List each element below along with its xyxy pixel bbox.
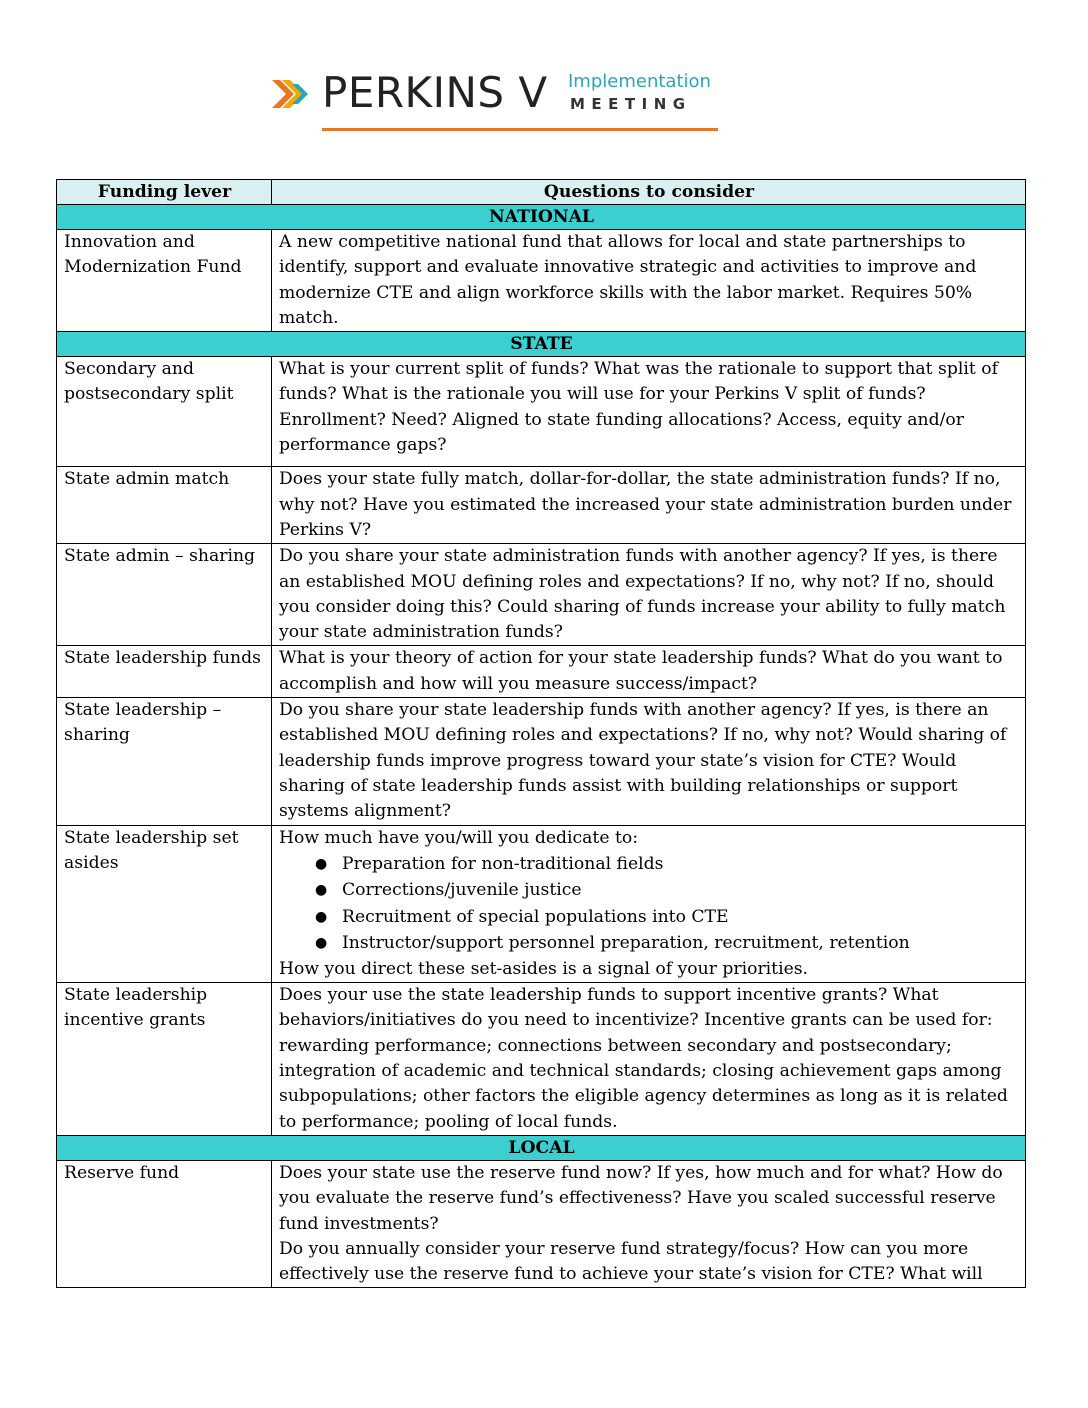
- table-row: [57, 1160, 1026, 1287]
- questions-cell: [272, 1160, 1026, 1287]
- lever-cell: State leadership funds: [57, 646, 272, 698]
- list-item: ● Preparation for non-traditional fields: [317, 851, 1019, 878]
- lever-cell: Innovation and Modernization Fund: [57, 230, 272, 332]
- col-header-questions: Questions to consider: [272, 180, 1026, 205]
- logo-underline: [322, 128, 718, 131]
- logo-meeting: MEETING: [570, 95, 692, 113]
- lever-cell: Secondary and postsecondary split: [57, 357, 272, 467]
- table-row: [57, 698, 1026, 825]
- questions-cell: Do you share your state administration funds with another agency? If yes, is there an established MOU defining roles and expectations? If no, why not? If no, should you consider doing this? Could sharing of funds increase your ability to fully match your state administration funds?: [272, 544, 1026, 646]
- section-row-national: [57, 205, 1026, 230]
- bullet-icon: ●: [315, 882, 328, 899]
- lever-cell: Reserve fund: [57, 1160, 272, 1287]
- lever-cell: State leadership incentive grants: [57, 983, 272, 1136]
- section-row-local: [57, 1135, 1026, 1160]
- questions-cell: Do you share your state leadership funds with another agency? If yes, is there an established MOU defining roles and expectations? If no, why not? Would sharing of leadership funds improve progress toward your state’s vision for CTE? Would sharing of state leadership funds assist with building relationships or support systems alignment?: [272, 698, 1026, 825]
- section-row-state: [57, 332, 1026, 357]
- bullet-icon: ●: [315, 908, 328, 925]
- table-row: [57, 544, 1026, 646]
- list-item: ● Corrections/juvenile justice: [317, 877, 1019, 904]
- chevron-arrows-icon: [272, 76, 318, 112]
- bullet-icon: ●: [315, 855, 328, 872]
- lever-cell: State leadership – sharing: [57, 698, 272, 825]
- section-label-state: STATE: [57, 332, 1026, 357]
- set-asides-list: [279, 851, 1019, 957]
- lever-cell: State leadership set asides: [57, 825, 272, 983]
- table-row: [57, 467, 1026, 544]
- table-row: [57, 357, 1026, 467]
- questions-cell: What is your theory of action for your state leadership funds? What do you want to accomplish and how will you measure success/impact?: [272, 646, 1026, 698]
- questions-cell: A new competitive national fund that allows for local and state partnerships to identify, support and evaluate innovative strategic and activities to improve and modernize CTE and align workforce skills with the labor market. Requires 50% match.: [272, 230, 1026, 332]
- table-row: [57, 983, 1026, 1136]
- table-row: [57, 646, 1026, 698]
- reserve-paragraph-2: Do you annually consider your reserve fund strategy/focus? How can you more effectively use the reserve fund to achieve your state’s vision for CTE? What will: [279, 1238, 983, 1285]
- table-header-row: [57, 180, 1026, 205]
- set-asides-intro: How much have you/will you dedicate to:: [279, 827, 639, 848]
- table-row: [57, 230, 1026, 332]
- list-item: ● Recruitment of special populations into CTE: [317, 904, 1019, 931]
- funding-table: [56, 179, 1026, 1288]
- questions-cell: What is your current split of funds? What was the rationale to support that split of funds? What is the rationale you will use for your Perkins V split of funds? Enrollment? Need? Aligned to state funding allocations? Access, equity and/or performance gaps?: [272, 357, 1026, 467]
- section-label-national: NATIONAL: [57, 205, 1026, 230]
- table-row: [57, 825, 1026, 983]
- perkins-logo: [272, 66, 722, 136]
- questions-cell: Does your state fully match, dollar-for-dollar, the state administration funds? If no, why not? Have you estimated the increased your state administration burden under Perkins V?: [272, 467, 1026, 544]
- logo-implementation: Implementation: [568, 71, 711, 92]
- set-asides-outro: How you direct these set-asides is a signal of your priorities.: [279, 958, 809, 979]
- section-label-local: LOCAL: [57, 1135, 1026, 1160]
- questions-cell: [272, 825, 1026, 983]
- logo-title: PERKINS V: [322, 68, 548, 117]
- list-item: ● Instructor/support personnel preparation, recruitment, retention: [317, 930, 1019, 957]
- bullet-icon: ●: [315, 935, 328, 952]
- col-header-lever: Funding lever: [57, 180, 272, 205]
- questions-cell: Does your use the state leadership funds to support incentive grants? What behaviors/initiatives do you need to incentivize? Incentive grants can be used for: rewarding performance; connections between secondary and postsecondary; integration of academic and technical standards; closing achievement gaps among subpopulations; other factors the eligible agency determines as long as it is related to performance; pooling of local funds.: [272, 983, 1026, 1136]
- lever-cell: State admin match: [57, 467, 272, 544]
- reserve-paragraph-1: Does your state use the reserve fund now? If yes, how much and for what? How do you evaluate the reserve fund’s effectiveness? Have you scaled successful reserve fund investments?: [279, 1162, 1003, 1234]
- lever-cell: State admin – sharing: [57, 544, 272, 646]
